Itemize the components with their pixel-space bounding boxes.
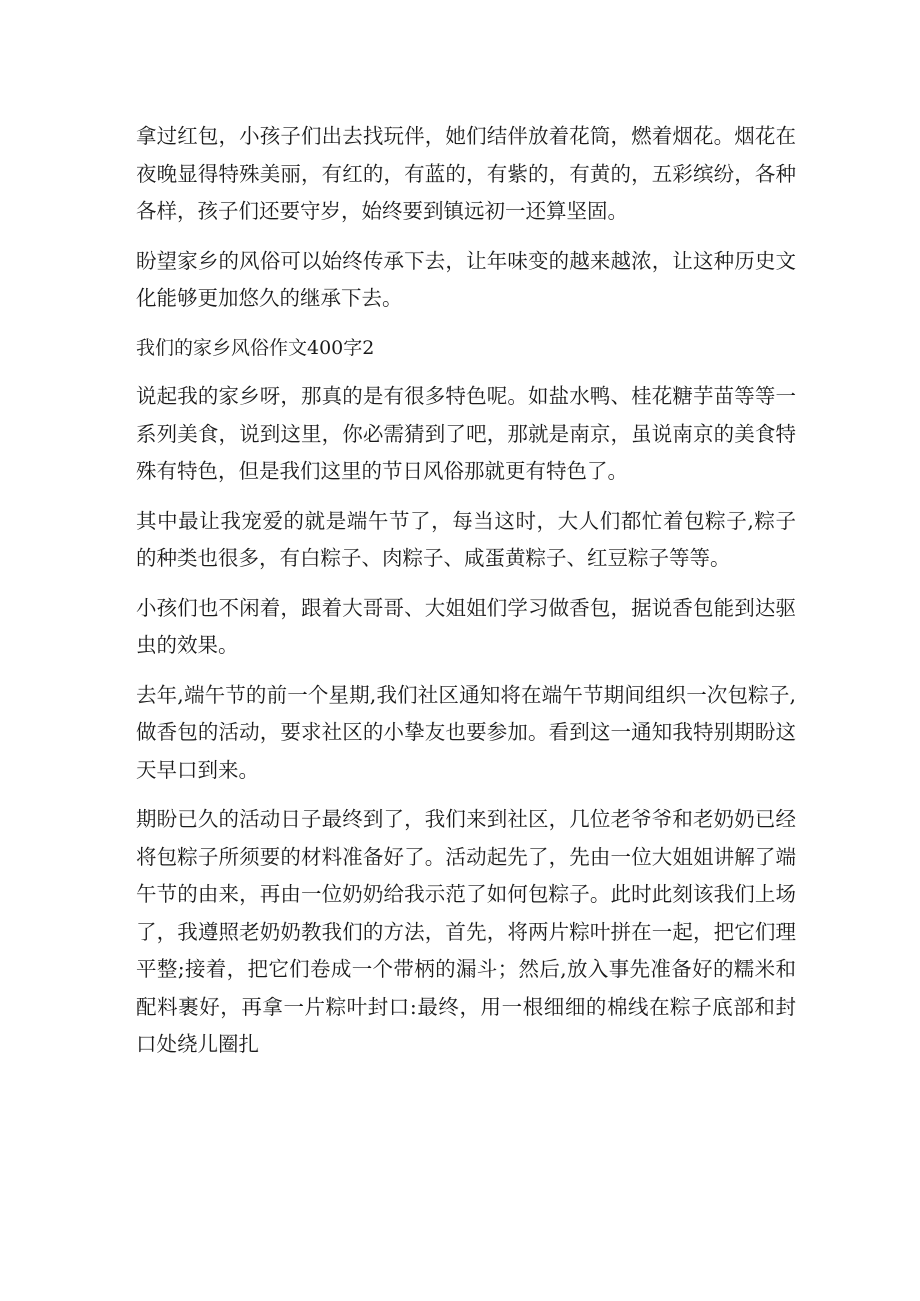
paragraph-making-zongzi: 期盼已久的活动日子最终到了，我们来到社区，几位老爷爷和老奶奶已经将包粽子所须要的材料准备好了。活动起先了，先由一位大姐姐讲解了端午节的由来，再由一位奶奶给我示范了如何包粽子。此时此刻该我们上场了，我遵照老奶奶教我们的方法，首先，将两片粽叶拼在一起，把它们理平整;接着，把它们卷成一个带柄的漏斗；然后,放入事先准备好的糯米和配料裹好，再拿一片粽叶封口:最终，用一根细细的棉线在粽子底部和封口处绕儿圈扎 [136, 807, 796, 1056]
paragraph-community-event: 去年,端午节的前一个星期,我们社区通知将在端午节期间组织一次包粽子,做香包的活动，要求社区的小挚友也要参加。看到这一通知我特别期盼这天早口到来。 [136, 682, 796, 782]
document-body [136, 118, 796, 1076]
paragraph-nanjing: 说起我的家乡呀，那真的是有很多特色呢。如盐水鸭、桂花糖芋苗等等一系列美食，说到这里，你必需猜到了吧，那就是南京，虽说南京的美食特殊有特色，但是我们这里的节日风俗那就更有特色了。 [136, 384, 796, 483]
section-title: 我们的家乡风俗作文400字2 [136, 336, 375, 359]
paragraph-sachet: 小孩们也不闲着，跟着大哥哥、大姐姐们学习做香包，据说香包能到达驱虫的效果。 [136, 595, 796, 657]
paragraph-fireworks: 拿过红包，小孩子们出去找玩伴，她们结伴放着花筒，燃着烟花。烟花在夜晚显得特殊美丽，有红的，有蓝的，有紫的，有黄的，五彩缤纷，各种各样，孩子们还要守岁，始终要到镇远初一还算坚固。 [136, 124, 796, 223]
paragraph-dragon-boat: 其中最让我宠爱的就是端午节了，每当这时，大人们都忙着包粽子,粽子的种类也很多，有白粽子、肉粽子、咸蛋黄粽子、红豆粽子等等。 [136, 508, 796, 570]
paragraph-hope: 盼望家乡的风俗可以始终传承下去，让年味变的越来越浓，让这种历史文化能够更加悠久的继承下去。 [136, 248, 796, 310]
